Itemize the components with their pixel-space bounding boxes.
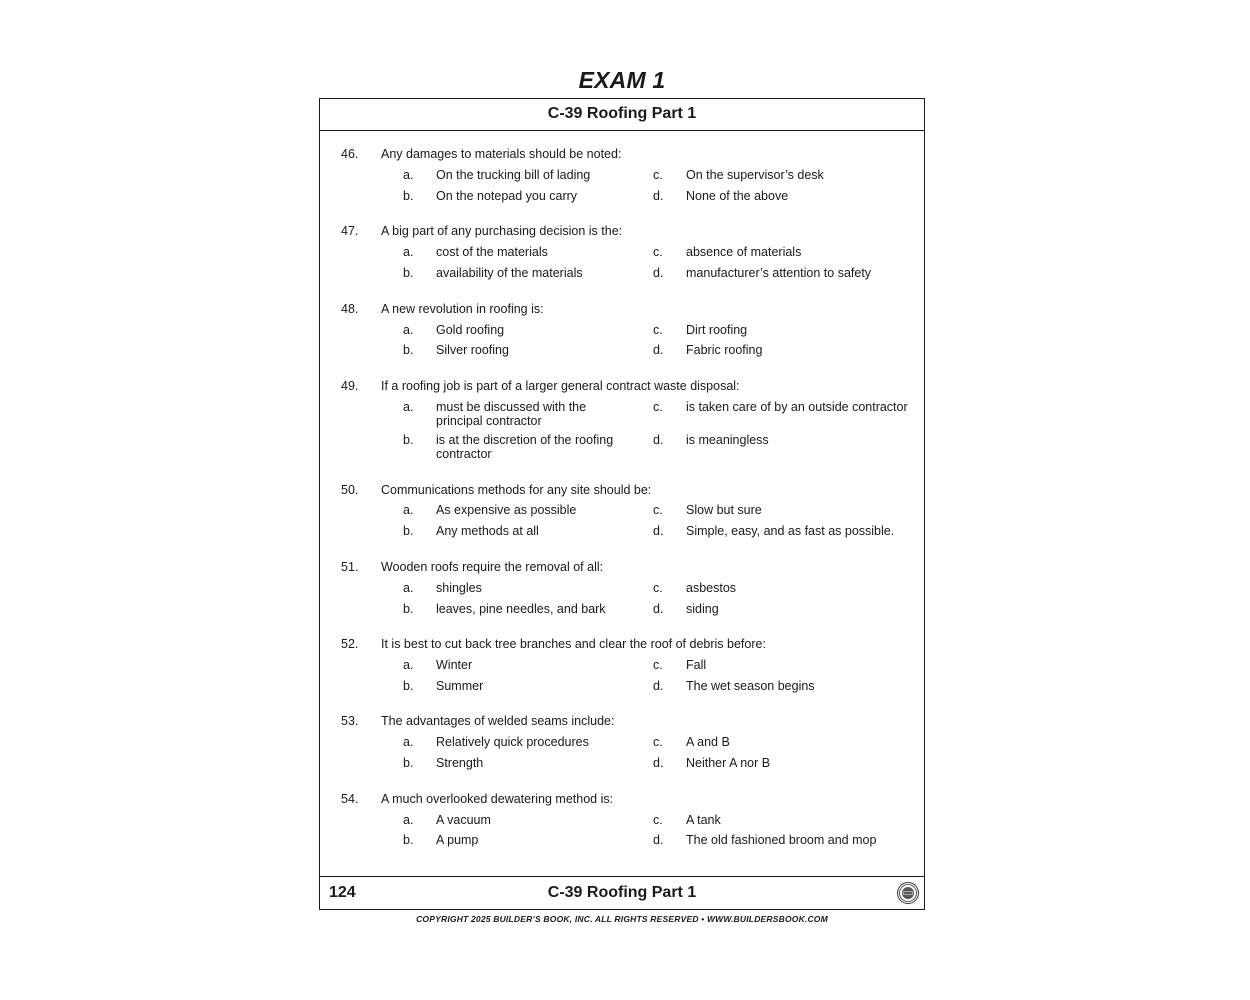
exam-page xyxy=(319,98,925,910)
option-text: is taken care of by an outside contractor xyxy=(686,400,908,414)
option-text: cost of the materials xyxy=(436,245,548,259)
option-text: is at the discretion of the roofing contractor xyxy=(436,433,614,461)
option-letter: d. xyxy=(653,266,664,280)
option-text: Any methods at all xyxy=(436,524,539,538)
option-letter: c. xyxy=(653,245,663,259)
option-text: manufacturer’s attention to safety xyxy=(686,266,872,280)
option-text: Winter xyxy=(436,658,473,672)
question-number: 49. xyxy=(341,379,359,393)
option-letter: b. xyxy=(403,602,414,616)
option-letter: d. xyxy=(653,343,664,357)
option-text: On the notepad you carry xyxy=(436,189,578,203)
option-letter: a. xyxy=(403,323,414,337)
option-letter: c. xyxy=(653,168,663,182)
question-text: Wooden roofs require the removal of all: xyxy=(381,560,604,574)
question-number: 53. xyxy=(341,714,359,728)
option-text: Neither A nor B xyxy=(686,756,771,770)
question-number: 46. xyxy=(341,147,359,161)
option-text: The wet season begins xyxy=(686,679,815,693)
option-letter: c. xyxy=(653,400,663,414)
option-text: Simple, easy, and as fast as possible. xyxy=(686,524,895,538)
question-number: 54. xyxy=(341,792,359,806)
option-letter: a. xyxy=(403,813,414,827)
option-text: Silver roofing xyxy=(436,343,509,357)
option-letter: a. xyxy=(403,400,414,414)
option-letter: c. xyxy=(653,813,663,827)
question-number: 52. xyxy=(341,637,359,651)
option-text: availability of the materials xyxy=(436,266,583,280)
option-text: A tank xyxy=(686,813,721,827)
option-text: leaves, pine needles, and bark xyxy=(436,602,606,616)
option-letter: d. xyxy=(653,756,664,770)
option-letter: b. xyxy=(403,189,414,203)
question-text: If a roofing job is part of a larger general contract waste disposal: xyxy=(381,379,740,393)
question-number: 50. xyxy=(341,483,359,497)
option-text: absence of materials xyxy=(686,245,802,259)
option-text: Slow but sure xyxy=(686,503,762,517)
question-text: A new revolution in roofing is: xyxy=(381,302,544,316)
option-text: The old fashioned broom and mop xyxy=(686,833,877,847)
question-text: Communications methods for any site should be: xyxy=(381,483,652,497)
option-letter: c. xyxy=(653,581,663,595)
option-letter: c. xyxy=(653,503,663,517)
option-text: Gold roofing xyxy=(436,323,505,337)
option-text: Dirt roofing xyxy=(686,323,748,337)
option-letter: d. xyxy=(653,524,664,538)
option-letter: a. xyxy=(403,168,414,182)
option-letter: d. xyxy=(653,833,664,847)
option-letter: b. xyxy=(403,833,414,847)
page-number: 124 xyxy=(329,884,356,901)
question-number: 47. xyxy=(341,224,359,238)
option-text: As expensive as possible xyxy=(436,503,577,517)
page-footer xyxy=(320,876,924,909)
option-text: asbestos xyxy=(686,581,737,595)
option-text: shingles xyxy=(436,581,482,595)
question-text: It is best to cut back tree branches and clear the roof of debris before: xyxy=(381,637,766,651)
option-text: Fall xyxy=(686,658,707,672)
option-letter: b. xyxy=(403,756,414,770)
option-text: A and B xyxy=(686,735,730,749)
option-letter: c. xyxy=(653,323,663,337)
option-letter: a. xyxy=(403,735,414,749)
option-letter: a. xyxy=(403,245,414,259)
option-letter: a. xyxy=(403,503,414,517)
exam-title: EXAM 1 xyxy=(578,67,666,93)
question-number: 51. xyxy=(341,560,359,574)
section-header: C-39 Roofing Part 1 xyxy=(320,99,924,131)
builders-book-seal-icon xyxy=(897,882,919,904)
option-letter: b. xyxy=(403,679,414,693)
question-text: A big part of any purchasing decision is the: xyxy=(381,224,623,238)
option-letter: d. xyxy=(653,189,664,203)
option-text: None of the above xyxy=(686,189,789,203)
option-letter: a. xyxy=(403,581,414,595)
option-letter: d. xyxy=(653,602,664,616)
option-letter: d. xyxy=(653,433,664,447)
option-text: On the trucking bill of lading xyxy=(436,168,591,182)
option-text: A pump xyxy=(436,833,479,847)
question-text: Any damages to materials should be noted: xyxy=(381,147,622,161)
option-letter: c. xyxy=(653,735,663,749)
option-letter: c. xyxy=(653,658,663,672)
option-letter: b. xyxy=(403,343,414,357)
question-number: 48. xyxy=(341,302,359,316)
option-letter: b. xyxy=(403,524,414,538)
option-text: A vacuum xyxy=(436,813,491,827)
option-letter: b. xyxy=(403,433,414,447)
option-text: Fabric roofing xyxy=(686,343,763,357)
option-text: Strength xyxy=(436,756,484,770)
option-text: Summer xyxy=(436,679,484,693)
option-text: is meaningless xyxy=(686,433,769,447)
footer-title: C-39 Roofing Part 1 xyxy=(547,884,697,901)
option-letter: a. xyxy=(403,658,414,672)
option-letter: b. xyxy=(403,266,414,280)
option-text: must be discussed with the principal contractor xyxy=(436,400,587,428)
option-letter: d. xyxy=(653,679,664,693)
question-text: A much overlooked dewatering method is: xyxy=(381,792,614,806)
option-text: On the supervisor’s desk xyxy=(686,168,824,182)
question-text: The advantages of welded seams include: xyxy=(381,714,615,728)
copyright-notice: COPYRIGHT 2025 BUILDER’S BOOK, INC. ALL RIGHTS RESERVED • WWW.BUILDERSBOOK.COM xyxy=(416,914,828,924)
option-text: Relatively quick procedures xyxy=(436,735,589,749)
option-text: siding xyxy=(686,602,719,616)
